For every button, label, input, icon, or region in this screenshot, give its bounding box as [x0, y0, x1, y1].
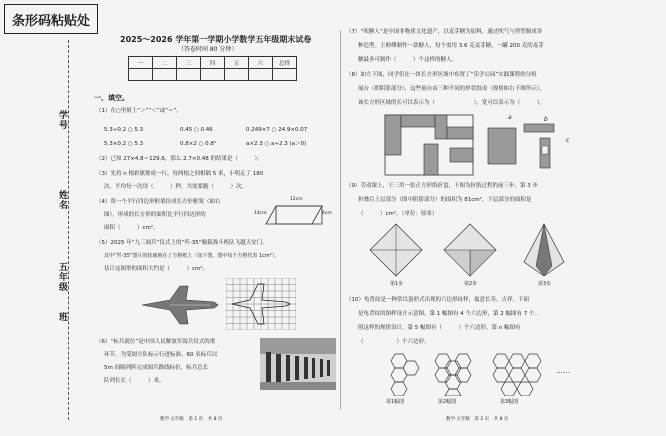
q4-text: （4）将一个平行四边形框架拉成长方形框架（如右	[96, 199, 221, 205]
score-cell[interactable]	[225, 69, 249, 81]
score-col: 三	[177, 57, 201, 69]
score-cell[interactable]	[177, 69, 201, 81]
step-label: 第1步	[390, 281, 404, 287]
q10-text: （ ）个六边形。	[358, 339, 430, 345]
q9-text: 折叠后上层部分（图中阴影部分）的面积为 81cm²，下层部分的面积是	[358, 197, 532, 203]
q7-text: （7）“吹糖人”是中国非物质文化遗产，以麦芽糖为原料，通过吹气与捏塑制成各	[346, 29, 543, 35]
time-note: （答卷时间 80 分钟）	[178, 46, 238, 53]
q1-item: 0.45 ○ 0.46	[180, 127, 213, 133]
q3-text: 次。平均每一次用（ ）秒，共需要跑（ ）次。	[104, 184, 248, 190]
q10-text: 是龟背纹的图样设计示意图，第 1 幅图有 4 个六边形，第 2 幅图有 7 个。	[358, 311, 540, 317]
shape-specs-figure	[484, 114, 564, 174]
q1-item: 5.3×0.2 ○ 5.3	[104, 141, 144, 147]
q1-item: 0.249×7 ○ 24.9×0.07	[246, 127, 308, 133]
q5-text: 其中“歼-35”图片的轮廓画在了方格纸上（如下图，图中每个方格代表 1cm²），	[104, 253, 280, 259]
name-label: 姓名	[57, 190, 67, 210]
score-cell[interactable]	[201, 69, 225, 81]
q5-text: 估计这图形的面积大约是（ ）cm²。	[104, 266, 209, 272]
q5-text: （5）2025 年“九三阅兵”仪式上的“歼-35”舰载战斗机队飞越天安门。	[96, 240, 268, 246]
q2-text: （2）已知 27×4.8＝129.6，那么 2.7×0.48 的结果是（ ）。	[96, 156, 263, 162]
column-divider	[340, 30, 341, 410]
fig-label: 12cm	[290, 197, 303, 202]
jet-image	[140, 282, 220, 328]
q1-item: a×2.3 ○ a÷2.3 (a＞0)	[246, 141, 307, 147]
q9-text: （9）劳动课上，王三用一张正方形纸折盒，下图为折纸过程的前三步，第 3 步	[346, 183, 538, 189]
hex-figure-2	[430, 352, 478, 396]
step-label: 第2步	[464, 281, 478, 287]
fold-step-2	[440, 222, 500, 278]
score-table	[128, 56, 297, 81]
park-layout-figure	[384, 114, 474, 176]
q8-text: 展台（即阴影部分），这些展台由三种不同的形状组成（规格如右下图所示），	[358, 86, 546, 92]
score-col: 总得	[273, 57, 297, 69]
fold-step-1	[366, 222, 426, 278]
fig-caption: 第3幅图	[500, 399, 519, 405]
score-col: 五	[225, 57, 249, 69]
hex-figure-1	[386, 352, 422, 396]
soldiers-photo	[260, 338, 336, 390]
score-col: 一	[129, 57, 153, 69]
score-col: 六	[249, 57, 273, 69]
score-cell[interactable]	[129, 69, 153, 81]
fig-label: 6cm	[322, 211, 332, 216]
q1-item: 0.8×2 ○ 0.8²	[180, 141, 217, 147]
page-footer: 数学·五年级 第 1 页 共 8 页	[160, 417, 223, 422]
fig-caption: 第2幅图	[438, 399, 457, 405]
q6-text: 5m 间隔列阵完成阅兵路线标位，标兵总长	[104, 365, 209, 371]
score-col: 四	[201, 57, 225, 69]
jet-grid-figure	[226, 278, 296, 330]
q7-text: 种造型。王师傅制作一款糖人，每个需用 3.6 克麦芽糖，一罐 200 克的麦芽	[358, 43, 544, 49]
q4-text: 面积（ ）cm²。	[104, 225, 159, 231]
barcode-box: 条形码粘贴处	[4, 4, 98, 34]
score-cell[interactable]	[273, 69, 297, 81]
hex-figure-3	[488, 352, 544, 396]
q8-text: （8）如左下图，同学们在一块长方形区域中布置了“乐学公园”实践课程的分组	[346, 72, 537, 78]
q1-item: 5.3÷0.2 ○ 5.3	[104, 127, 144, 133]
q3-text: （3）先将 n 根彩旗排成一行，每两根之间相隔 5 米，小明走了 180	[96, 171, 264, 177]
page-footer: 数学·五年级 第 2 页 共 8 页	[446, 417, 509, 422]
score-cell[interactable]	[249, 69, 273, 81]
fig-label: 14cm	[254, 211, 267, 216]
score-cell[interactable]	[153, 69, 177, 81]
step-label: 第3步	[538, 281, 552, 287]
binding-line	[68, 40, 69, 420]
fold-step-3	[514, 222, 574, 278]
exam-title: 2025～2026 学年第一学期小学数学五年级期末试卷	[120, 35, 312, 44]
q6-text: 队列长长（ ）米。	[104, 378, 165, 384]
student-id-label: 学号	[57, 110, 67, 130]
q7-text: 糖最多可制作（ ）个这样的糖人。	[358, 57, 458, 63]
q6-text: （6）“标兵就位”是中国人民解放军阅兵仪式的重	[96, 339, 216, 345]
q1-intro: （1）在○里填上“＞”“＜”或“＝”。	[96, 108, 182, 114]
q8-text: 该长方形区域的长可以表示为（ ），宽可以表示为（ ）。	[358, 100, 546, 106]
q10-text: 照这样的规律设计，第 5 幅图有（ ）个六边形，第 n 幅图有	[358, 325, 521, 331]
q9-text: （ ）cm²。（单位：厘米）	[358, 211, 438, 217]
fig-caption: 第1幅图	[386, 399, 405, 405]
shape-label: a	[508, 114, 512, 121]
shape-label: c	[566, 137, 570, 144]
shape-label: b	[544, 116, 548, 123]
q6-text: 环节，为受阅方队标示行进标准。60 名标兵以	[104, 352, 218, 358]
continuation-dots: ……	[556, 367, 570, 375]
class-label: 五年级 班	[57, 262, 67, 322]
q10-text: （10）龟背纹是一种常以蛋形式出现的六边形纹样，寓意长寿、吉祥。下面	[346, 297, 530, 303]
section-heading: 一、填空。	[94, 94, 129, 102]
q4-text: 图），形成的长方形的面积比平行四边形的	[104, 212, 206, 218]
score-col: 二	[153, 57, 177, 69]
